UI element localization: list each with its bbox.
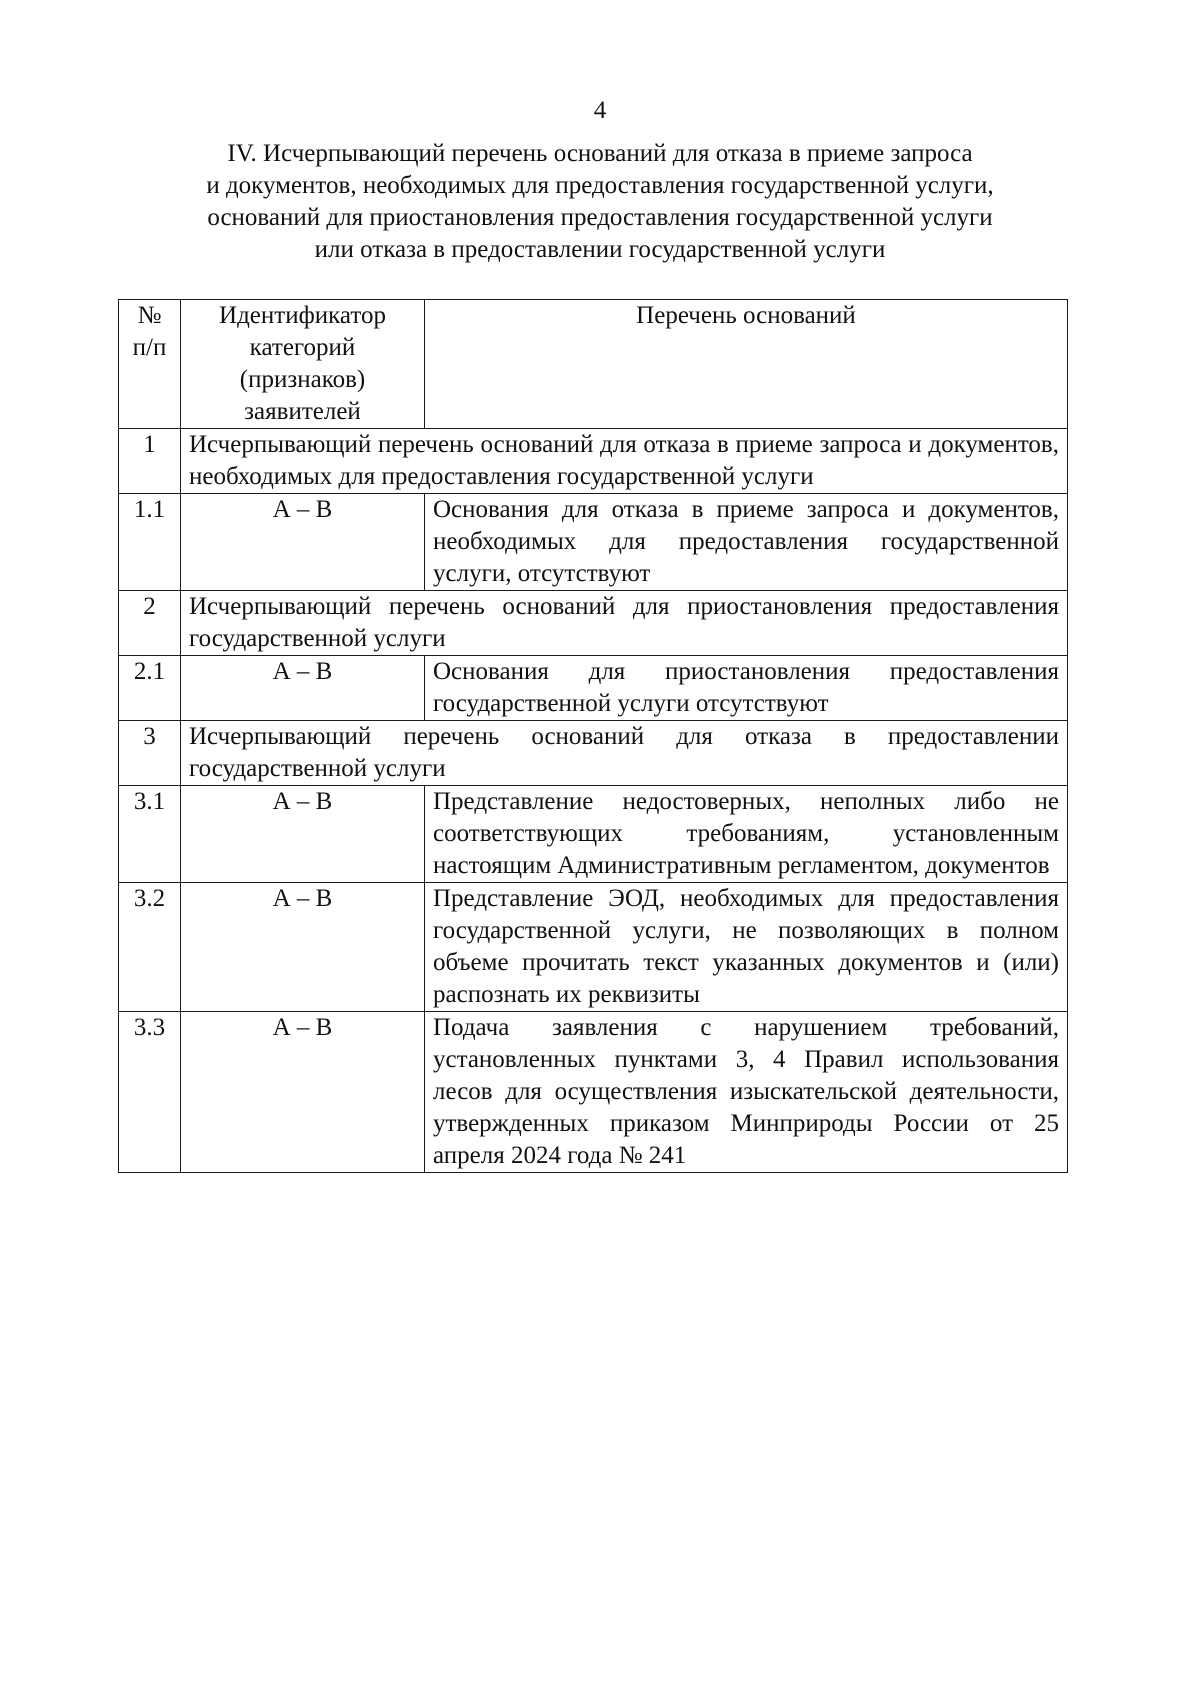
header-number-line: п/п [132, 334, 167, 361]
group-heading: Исчерпывающий перечень оснований для отказа в приеме запроса и документов, необходимых для предоставления государственной услуги [181, 429, 1068, 494]
row-number: 3 [119, 721, 181, 786]
row-identifier: А – В [181, 883, 425, 1012]
row-grounds: Подача заявления с нарушением требований, установленных пунктами 3, 4 Правил использования лесов для осуществления изыскательской деятельности, утвержденных приказом Минприроды России от 25 апреля 2024 года № 241 [425, 1012, 1068, 1173]
table-row [119, 721, 1068, 786]
table-row [119, 786, 1068, 883]
section-title-line: или отказа в предоставлении государственной услуги [314, 236, 886, 263]
row-number: 1.1 [119, 494, 181, 591]
row-number: 3.3 [119, 1012, 181, 1173]
row-number: 2.1 [119, 656, 181, 721]
row-identifier: А – В [181, 656, 425, 721]
header-identifier-line: Идентификатор [219, 302, 386, 329]
section-title [100, 138, 1100, 266]
table-row [119, 656, 1068, 721]
row-grounds: Представление ЭОД, необходимых для предоставления государственной услуги, не позволяющих в полном объеме прочитать текст указанных документов и (или) распознать их реквизиты [425, 883, 1068, 1012]
row-number: 2 [119, 591, 181, 656]
row-grounds: Основания для приостановления предоставления государственной услуги отсутствуют [425, 656, 1068, 721]
row-number: 3.1 [119, 786, 181, 883]
header-number-line: № [137, 302, 162, 329]
row-number: 1 [119, 429, 181, 494]
row-identifier: А – В [181, 494, 425, 591]
group-heading: Исчерпывающий перечень оснований для отказа в предоставлении государственной услуги [181, 721, 1068, 786]
table-row [119, 494, 1068, 591]
section-title-line: и документов, необходимых для предоставления государственной услуги, [206, 172, 994, 199]
header-identifier-line: заявителей [244, 398, 361, 425]
row-grounds: Представление недостоверных, неполных либо не соответствующих требованиям, установленным настоящим Административным регламентом, документов [425, 786, 1068, 883]
table-row [119, 429, 1068, 494]
group-heading: Исчерпывающий перечень оснований для приостановления предоставления государственной услуги [181, 591, 1068, 656]
table-header-row [119, 300, 1068, 429]
header-number [119, 300, 181, 429]
page-number: 4 [593, 97, 607, 124]
header-identifier-line: категорий [249, 334, 356, 361]
table-row [119, 591, 1068, 656]
grounds-table [118, 299, 1068, 1173]
header-grounds: Перечень оснований [425, 300, 1068, 429]
row-number: 3.2 [119, 883, 181, 1012]
section-title-line: IV. Исчерпывающий перечень оснований для отказа в приеме запроса [227, 140, 973, 167]
header-identifier-line: (признаков) [239, 366, 366, 393]
row-identifier: А – В [181, 1012, 425, 1173]
row-identifier: А – В [181, 786, 425, 883]
header-identifier [181, 300, 425, 429]
table-row [119, 1012, 1068, 1173]
section-title-line: оснований для приостановления предоставления государственной услуги [207, 204, 993, 231]
table-row [119, 883, 1068, 1012]
row-grounds: Основания для отказа в приеме запроса и документов, необходимых для предоставления государственной услуги, отсутствуют [425, 494, 1068, 591]
